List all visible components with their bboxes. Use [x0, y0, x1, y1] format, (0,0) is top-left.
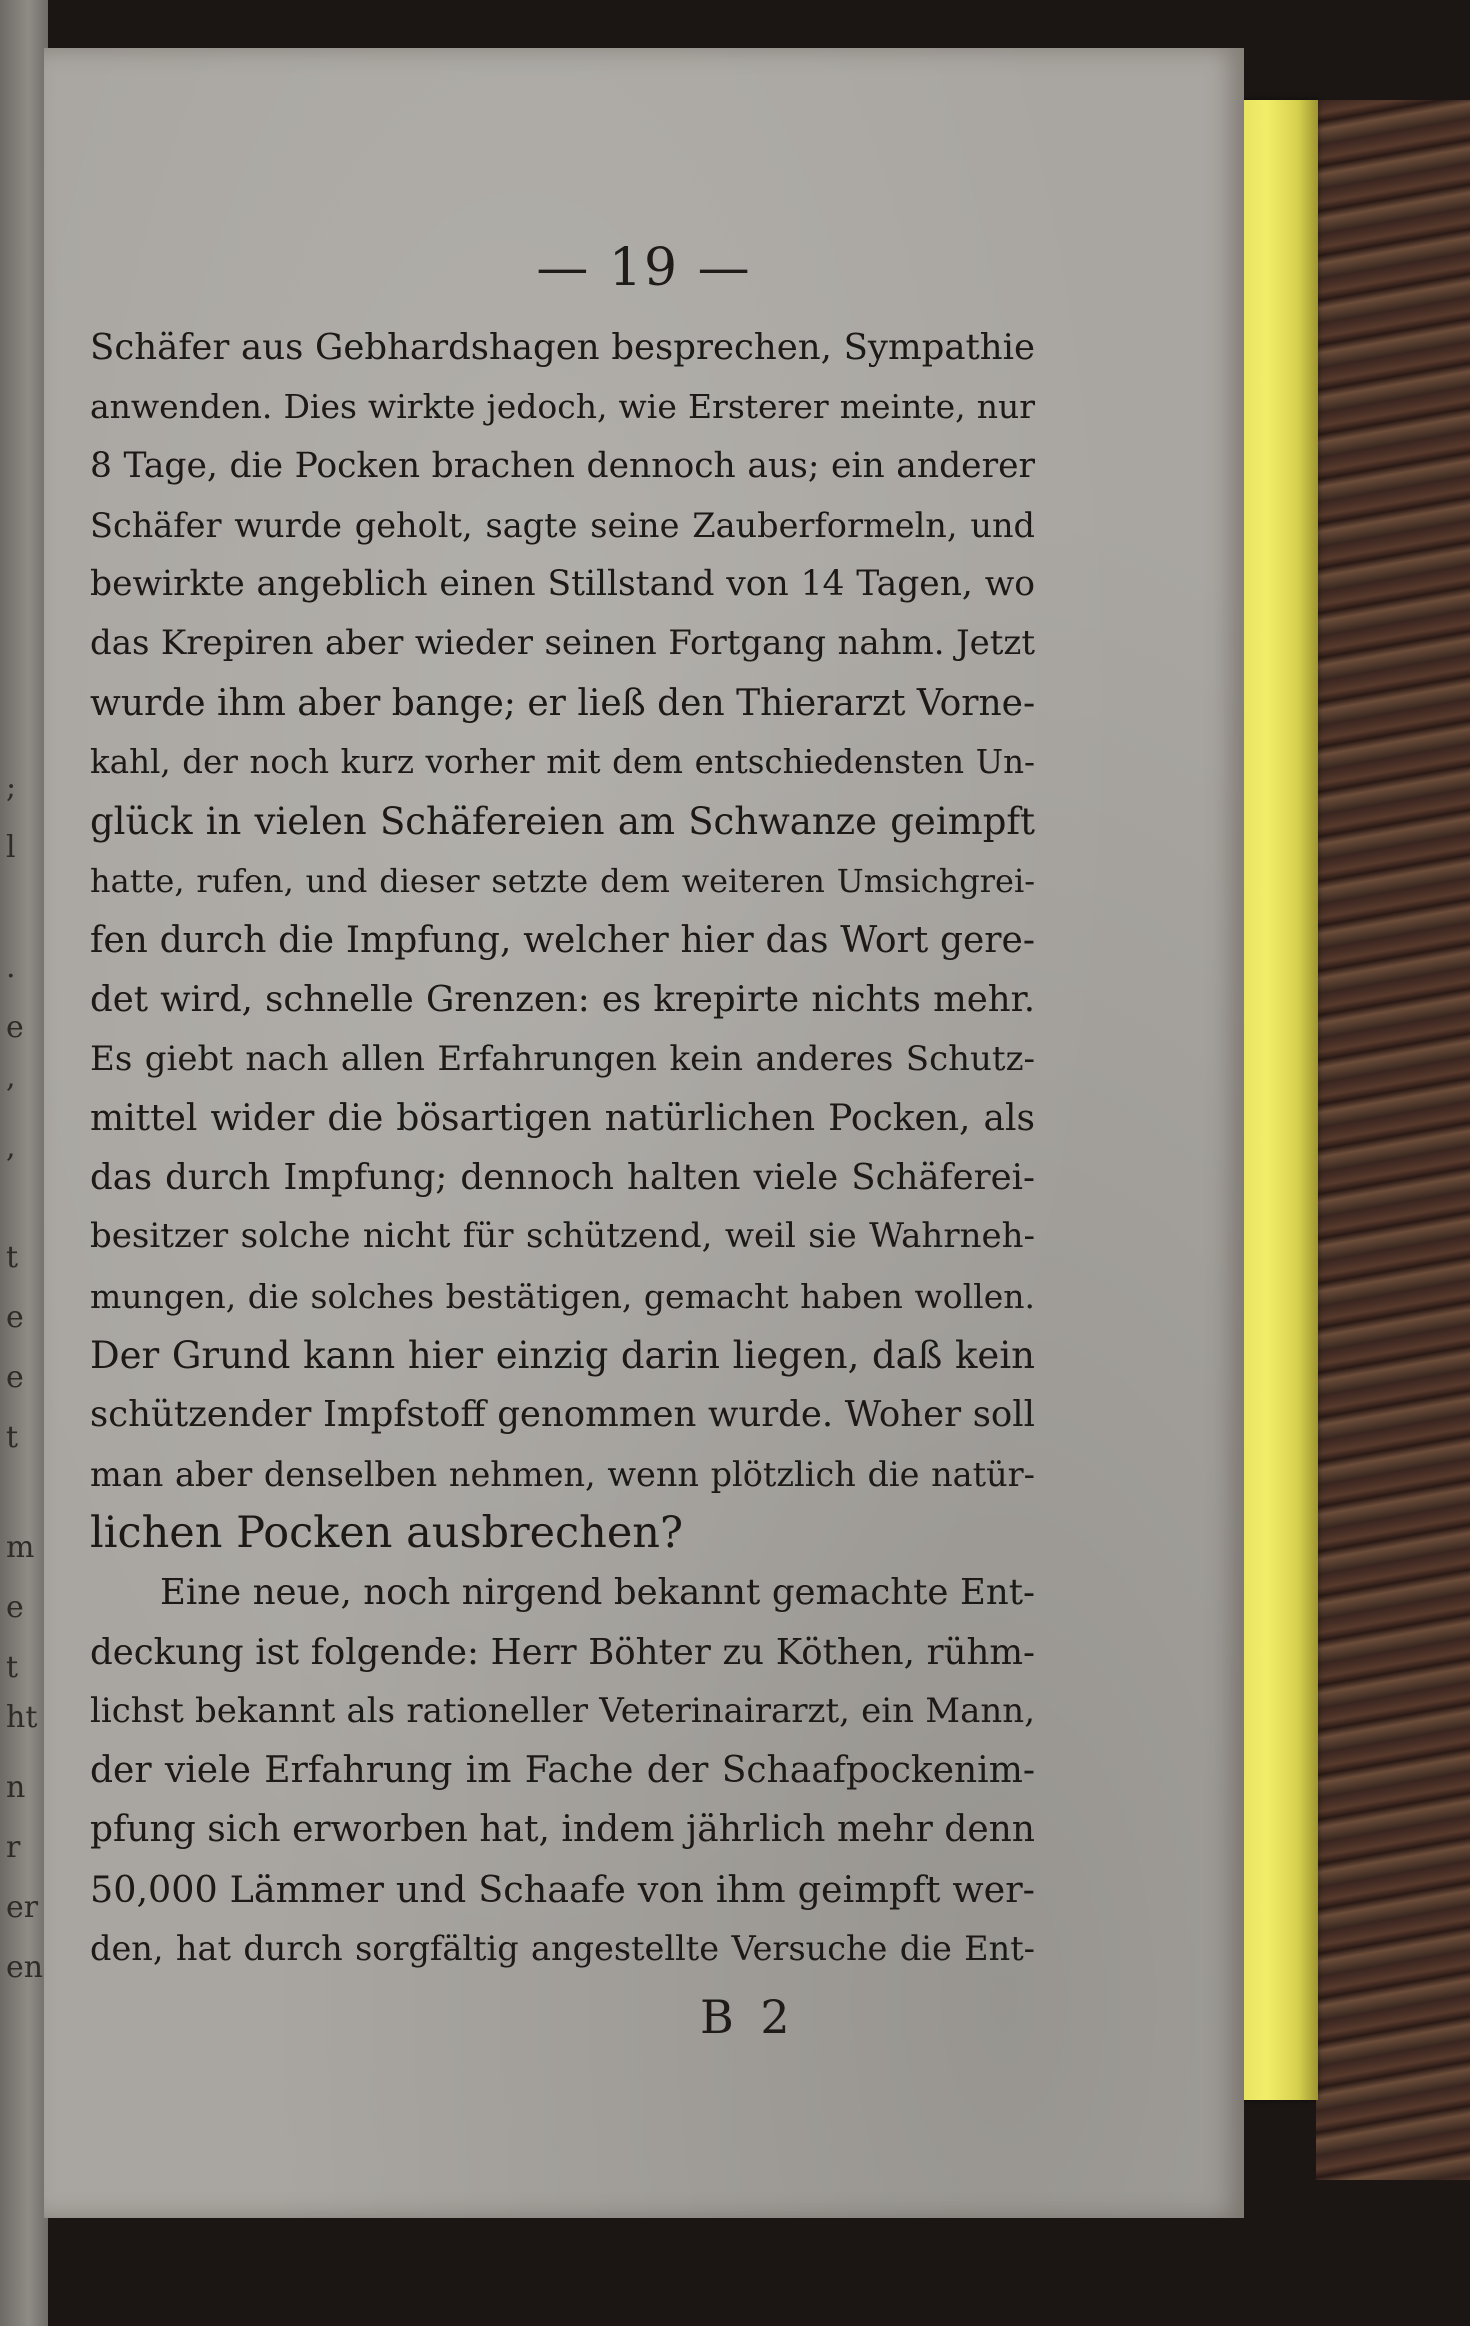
text-line: Eine neue, noch nirgend bekannt gemachte Ent-: [160, 1572, 1035, 1614]
text-line: besitzer solche nicht für schützend, weil sie Wahrneh-: [90, 1216, 1035, 1257]
book-cover-marbled: [1316, 100, 1470, 2180]
page-edge-yellow: [1238, 100, 1318, 2100]
text-line: Schäfer wurde geholt, sagte seine Zauberformeln, und: [90, 505, 1035, 545]
prev-page-fragment: e: [6, 1010, 24, 1045]
text-line: hatte, rufen, und dieser setzte dem weiteren Umsichgrei-: [90, 861, 1035, 900]
text-line: anwenden. Dies wirkte jedoch, wie Ersterer meinte, nur: [90, 387, 1035, 427]
prev-page-fragment: m: [6, 1530, 35, 1565]
body-text: [90, 318, 1035, 1978]
text-line: fen durch die Impfung, welcher hier das Wort gere-: [90, 919, 1035, 961]
text-line: das Krepiren aber wieder seinen Fortgang nahm. Jetzt: [90, 623, 1035, 664]
text-line: das durch Impfung; dennoch halten viele Schäferei-: [90, 1157, 1035, 1199]
prev-page-fragment: t: [6, 1240, 19, 1275]
prev-page-fragment: .: [6, 950, 16, 985]
prev-page-fragment: e: [6, 1360, 24, 1395]
prev-page-fragment: r: [6, 1830, 21, 1865]
text-line: man aber denselben nehmen, wenn plötzlich die natür-: [90, 1454, 1035, 1494]
prev-page-fragment: e: [6, 1590, 24, 1625]
signature-mark: B 2: [700, 1990, 796, 2044]
text-line: mungen, die solches bestätigen, gemacht haben wollen.: [90, 1276, 1035, 1316]
prev-page-fragment: en: [6, 1950, 44, 1985]
prev-page-fragment: ,: [6, 1130, 16, 1165]
text-line: schützender Impfstoff genommen wurde. Woher soll: [90, 1394, 1035, 1436]
text-line: lichen Pocken ausbrechen?: [90, 1507, 684, 1558]
prev-page-fragment: er: [6, 1890, 39, 1925]
text-line: Es giebt nach allen Erfahrungen kein anderes Schutz-: [90, 1038, 1035, 1079]
prev-page-fragment: n: [6, 1770, 26, 1805]
text-line: kahl, der noch kurz vorher mit dem entschiedensten Un-: [90, 743, 1035, 782]
text-line: wurde ihm aber bange; er ließ den Thierarzt Vorne-: [90, 682, 1036, 724]
prev-page-fragment: t: [6, 1650, 19, 1685]
prev-page-fragment: ht: [6, 1700, 38, 1735]
prev-page-fragment: e: [6, 1300, 24, 1335]
text-line: Der Grund kann hier einzig darin liegen, daß kein: [90, 1334, 1035, 1378]
text-line: 50,000 Lämmer und Schaafe von ihm geimpft wer-: [90, 1867, 1035, 1911]
text-line: der viele Erfahrung im Fache der Schaafpockenim-: [90, 1750, 1035, 1792]
text-line: pfung sich erworben hat, indem jährlich mehr denn: [90, 1809, 1035, 1851]
text-line: glück in vielen Schäfereien am Schwanze geimpft: [90, 800, 1035, 844]
text-line: lichst bekannt als rationeller Veterinairarzt, ein Mann,: [90, 1690, 1035, 1731]
prev-page-fragment: t: [6, 1420, 19, 1455]
prev-page-fragment: ;: [6, 770, 17, 805]
text-line: bewirkte angeblich einen Stillstand von 14 Tagen, wo: [90, 564, 1035, 605]
text-line: mittel wider die bösartigen natürlichen Pocken, als: [90, 1097, 1035, 1139]
text-line: det wird, schnelle Grenzen: es krepirte nichts mehr.: [90, 979, 1035, 1021]
text-line: deckung ist folgende: Herr Böhter zu Köthen, rühm-: [90, 1631, 1035, 1673]
prev-page-fragment: ,: [6, 1060, 16, 1095]
text-line: den, hat durch sorgfältig angestellte Versuche die Ent-: [90, 1929, 1035, 1969]
prev-page-fragment: l: [6, 830, 16, 865]
previous-page-edge: [0, 0, 48, 2326]
page-number-header: — 19 —: [536, 238, 752, 298]
text-line: 8 Tage, die Pocken brachen dennoch aus; ein anderer: [90, 445, 1035, 486]
text-line: Schäfer aus Gebhardshagen besprechen, Sympathie: [90, 327, 1035, 368]
